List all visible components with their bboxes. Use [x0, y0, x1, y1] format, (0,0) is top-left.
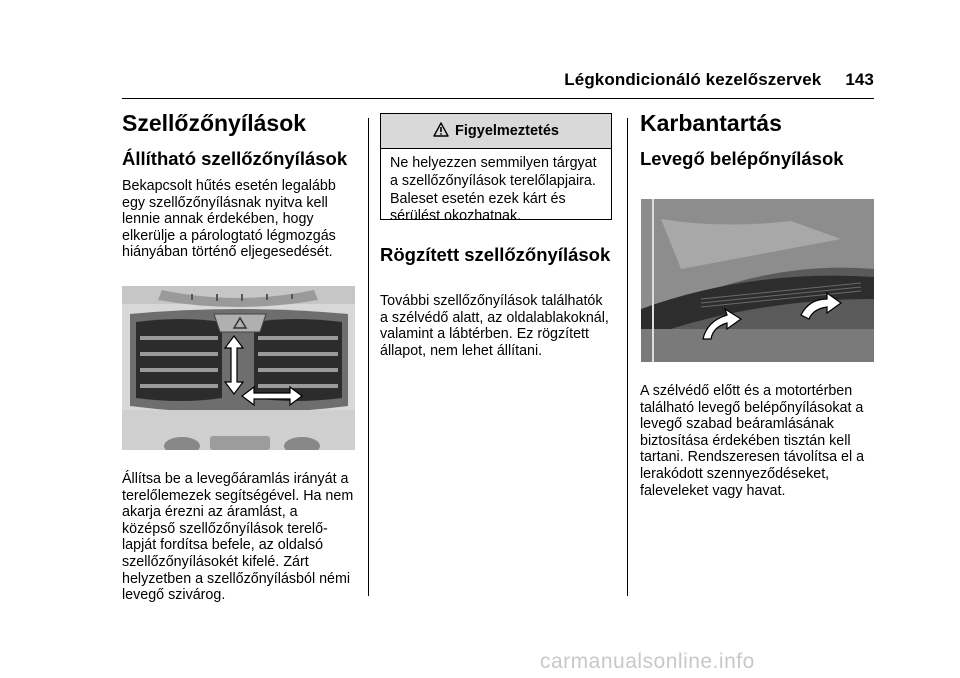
paragraph: A szélvédő előtt és a motortérben található levegő belépőnyílásokat a levegő szabad beáramlásának biztosítása érdekében tisztán kell tartani. Rendszeresen távolítsa el a lerakódott szennyeződéseket, faleveleket vagy havat. [640, 383, 865, 499]
paragraph: További szellőzőnyílások találhatók a szélvédő alatt, az oldalablakoknál, valamint a lábtérben. Ez rögzített állapot, nem lehet állítani. [380, 293, 609, 359]
page-number: 143 [845, 70, 874, 89]
section-heading: Szellőzőnyílások [122, 110, 307, 136]
paragraph: Bekapcsolt hűtés esetén legalább egy szellőzőnyílásnak nyitva kell lennie annak érdekében, hogy elkerülje a párologtató légmozgás hiányában történő eljegesedését. [122, 178, 336, 261]
subsection-heading: Levegő belépőnyílások [640, 148, 844, 169]
column-divider [627, 118, 628, 596]
subsection-heading: Állítható szellőzőnyílások [122, 148, 348, 169]
warning-box [380, 113, 612, 225]
running-header [564, 70, 874, 90]
warning-triangle-icon [433, 122, 449, 141]
paragraph: Állítsa be a levegőáramlás irányát a terelőlemezek segítségével. Ha nem akarja érezni az áramlást, a középső szellőzőnyílások terelő- lapját fordítsa befele, az oldalsó szellőzőnyílásokét kifelé. Zárt helyzetben a szellőzőnyílásból némi levegő szivárog. [122, 471, 354, 604]
column-divider [368, 118, 369, 596]
header-title: Légkondicionáló kezelőszervek [564, 70, 822, 89]
header-rule [122, 98, 874, 99]
warning-header [381, 114, 611, 149]
warning-title: Figyelmeztetés [455, 123, 559, 139]
air-vent-photo [122, 286, 355, 450]
warning-text: Ne helyezzen semmilyen tárgyat a szellőzőnyílások terelőlapjaira. Baleset esetén ezek kárt és sérülést okozhatnak. [390, 155, 597, 225]
air-inlet-photo [641, 199, 874, 362]
section-heading: Karbantartás [640, 110, 782, 136]
watermark: carmanualsonline.info [540, 650, 755, 673]
subsection-heading: Rögzített szellőzőnyílások [380, 244, 611, 265]
